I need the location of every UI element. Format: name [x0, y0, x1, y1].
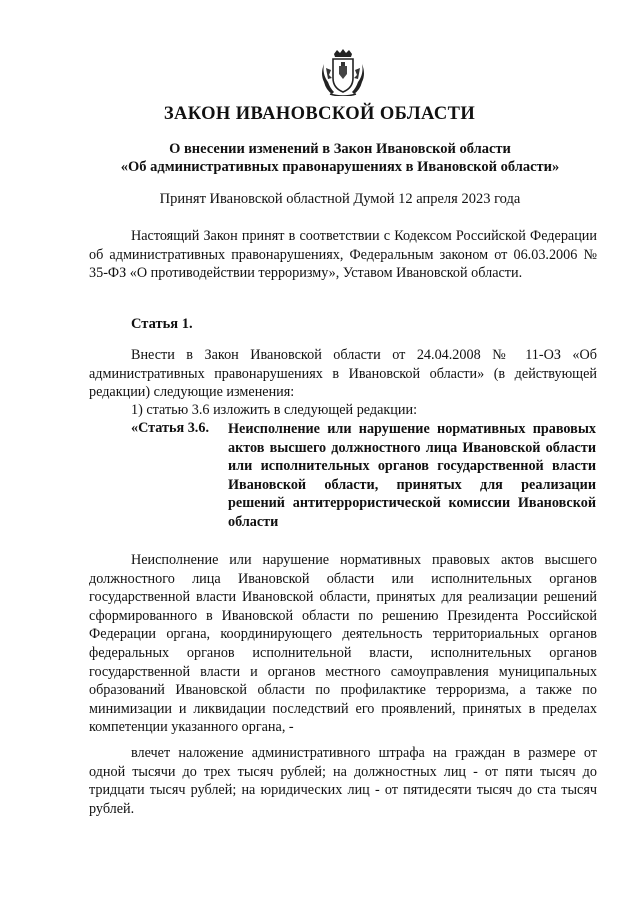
amendment-item: 1) статью 3.6 изложить в следующей редакции: [131, 402, 418, 418]
new-article-title: Неисполнение или нарушение нормативных правовых актов высшего должностного лица Ивановской области или исполнительных органов государственной власти Ивановской области, принятых для реализации решений антитеррористической комиссии Ивановской области [228, 421, 596, 530]
article-intro-paragraph: Внести в Закон Ивановской области от 24.04.2008 № 11-ОЗ «Об административных правонарушениях в Ивановской области» (в действующей редакции) следующие изменения: [89, 347, 597, 401]
preamble-paragraph: Настоящий Закон принят в соответствии с Кодексом Российской Федерации об административных правонарушениях, Федеральным законом от 06.03.2006 № 35-ФЗ «О противодействии терроризму», Уставом Ивановской области. [89, 228, 597, 282]
article-heading: Статья 1. [131, 316, 193, 332]
new-article-label: «Статья 3.6. [131, 420, 209, 436]
subtitle-line: «Об административных правонарушениях в Ивановской области» [120, 159, 560, 175]
adoption-date: Принят Ивановской областной Думой 12 апреля 2023 года [159, 191, 521, 207]
law-subtitle [60, 140, 620, 176]
law-title: ЗАКОН ИВАНОВСКОЙ ОБЛАСТИ [163, 104, 476, 124]
penalty-paragraph: влечет наложение административного штрафа на граждан в размере от одной тысячи до трех тысяч рублей; на должностных лиц - от пяти тысяч до тридцати тысяч рублей; на юридических лиц - от пятидесяти тысяч до ста тысяч рублей. [89, 745, 597, 817]
coat-of-arms-icon [320, 48, 366, 96]
subtitle-line: О внесении изменений в Закон Ивановской области [169, 141, 511, 157]
body-paragraph: Неисполнение или нарушение нормативных правовых актов высшего должностного лица Ивановской области или исполнительных органов государственной власти Ивановской области, принятых для реализации решений сформированного в Ивановской области по решению Президента Российской Федерации органа, координирующего деятельность территориальных органов федеральных органов исполнительной власти, исполнительных органов государственной власти и органов местного самоуправления муниципальных образований Ивановской области по профилактике терроризма, а также по минимизации и ликвидации последствий его проявлений, принятых в пределах компетенции указанного органа, - [89, 552, 597, 736]
